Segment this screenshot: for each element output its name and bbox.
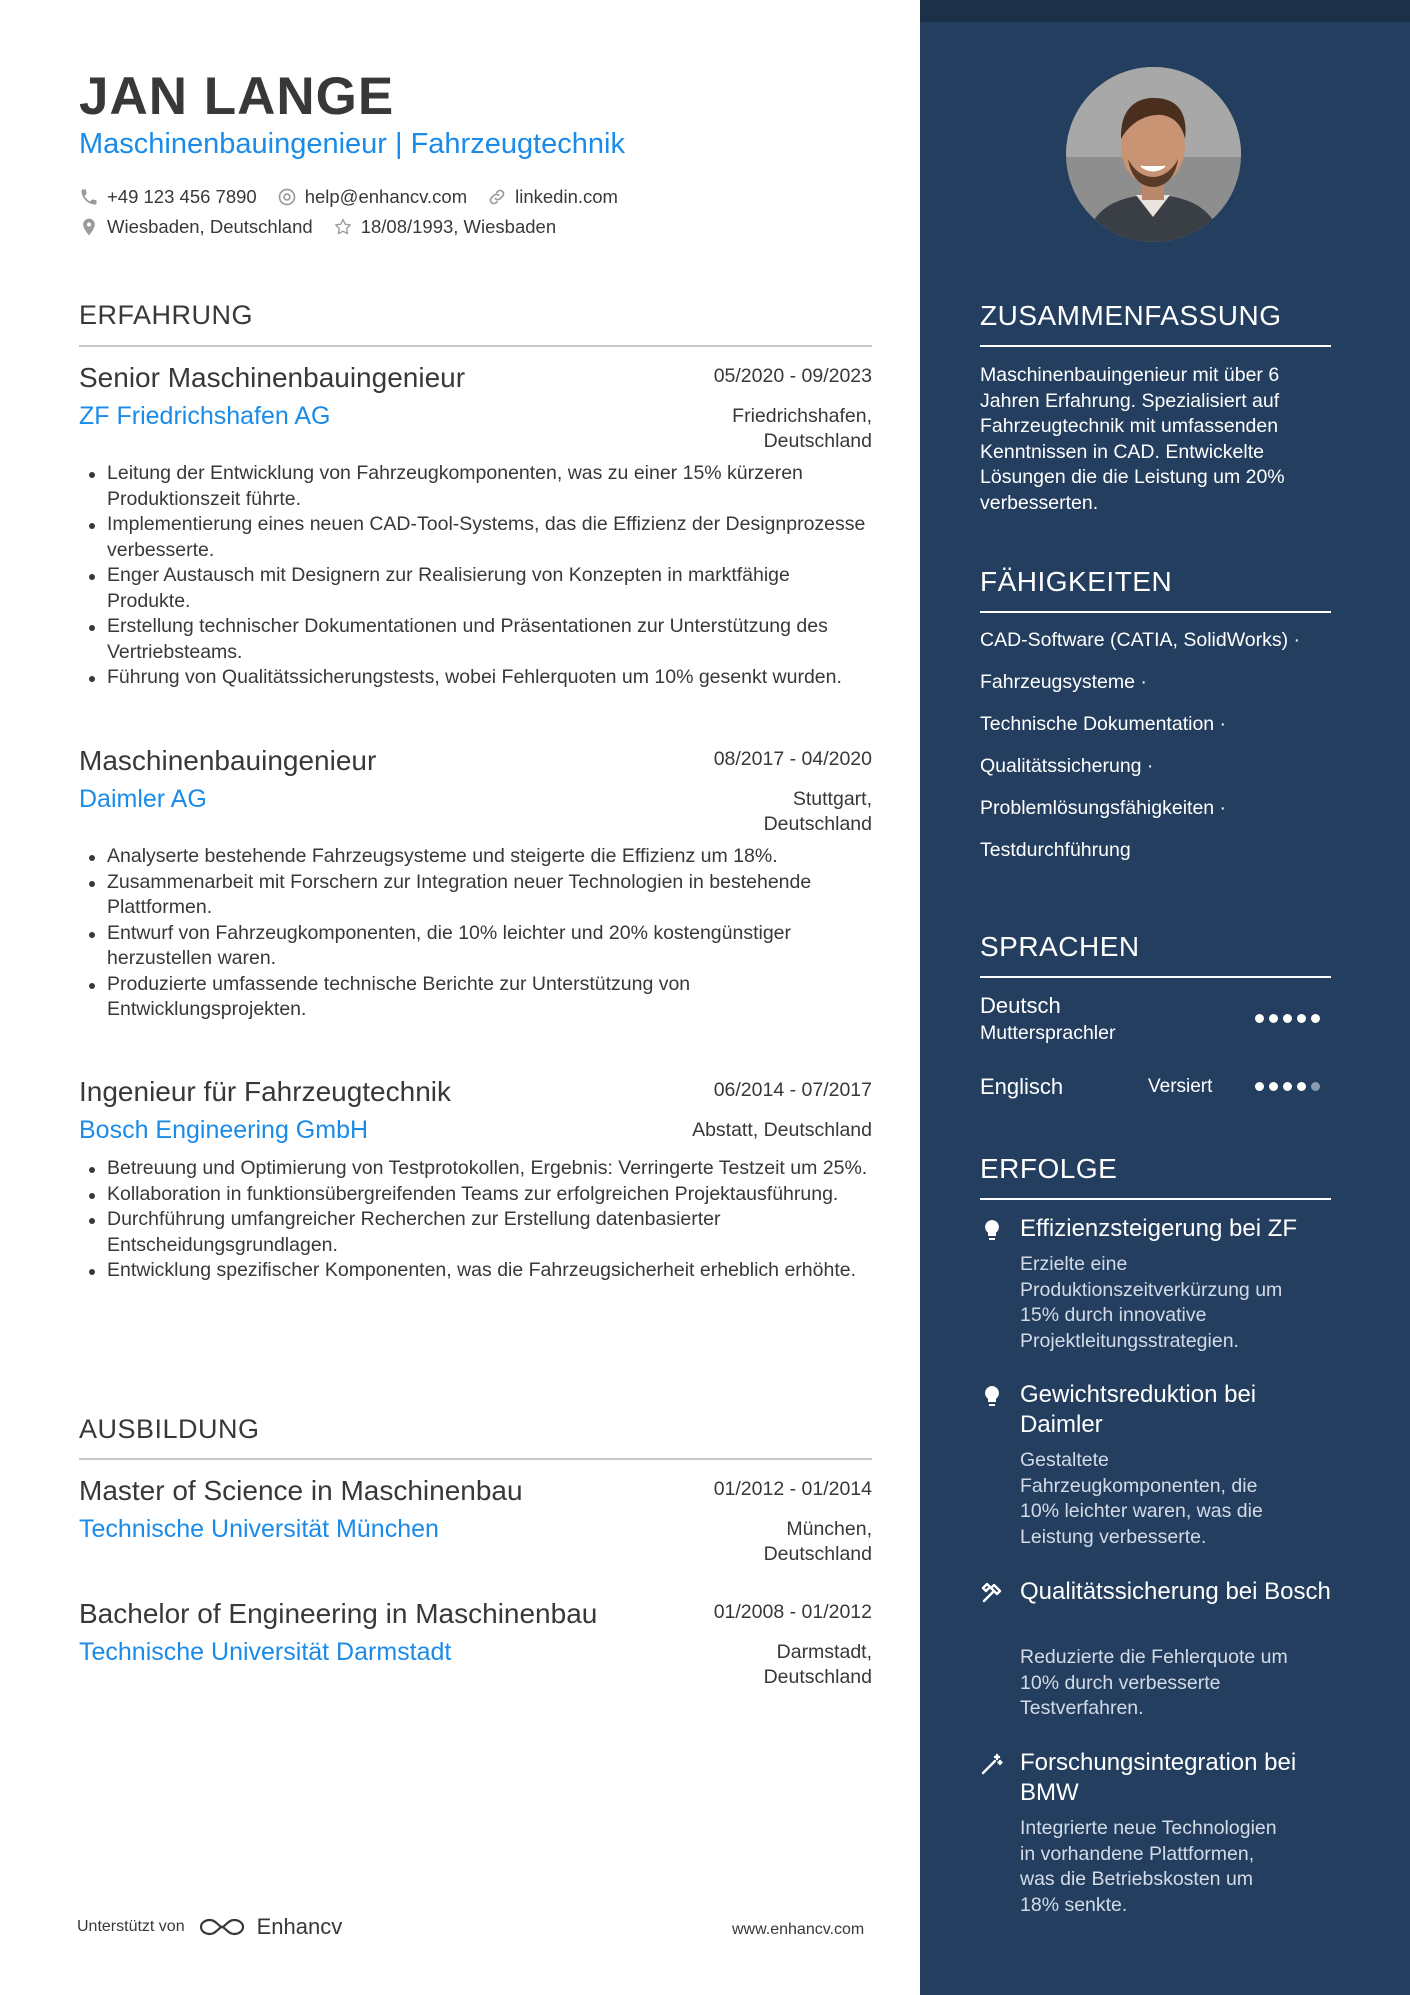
achievement-title: Qualitätssicherung bei Bosch <box>1020 1578 1331 1605</box>
language-rating <box>1250 1082 1320 1091</box>
job-location: Stuttgart, Deutschland <box>763 788 872 835</box>
candidate-name: JAN LANGE <box>79 67 395 126</box>
degree: Master of Science in Maschinenbau <box>79 1475 523 1506</box>
experience-section-title: ERFAHRUNG <box>79 300 254 330</box>
achievements-section-title: ERFOLGE <box>980 1153 1118 1184</box>
candidate-title: Maschinenbauingenieur | Fahrzeugtechnik <box>79 128 625 160</box>
list-item: Enger Austausch mit Designern zur Realisierung von Konzepten in marktfähige Produkte. <box>79 563 872 614</box>
education-section-title: AUSBILDUNG <box>79 1414 260 1444</box>
rating-dot <box>1283 1014 1292 1023</box>
skill-item: Technische Dokumentation · <box>980 713 1227 735</box>
education-date: 01/2008 - 01/2012 <box>713 1601 872 1623</box>
skill-item: Testdurchführung <box>980 839 1131 861</box>
job-date: 08/2017 - 04/2020 <box>713 748 872 770</box>
job-company: Daimler AG <box>79 785 207 813</box>
achievement-description: Integrierte neue Technologien in vorhandene Plattformen, was die Betriebskosten um 18% senkte. <box>1020 1817 1277 1916</box>
rating-dot <box>1283 1082 1292 1091</box>
star-icon <box>333 217 353 237</box>
list-item: Produzierte umfassende technische Berichte zur Unterstützung von Entwicklungsprojekten. <box>79 972 872 1023</box>
contact-info <box>79 182 638 242</box>
job-entry <box>79 362 872 688</box>
achievements-divider <box>980 1198 1331 1200</box>
job-location: Friedrichshafen, Deutschland <box>732 405 872 452</box>
contact-linkedin[interactable]: linkedin.com <box>487 186 618 208</box>
rating-dot <box>1269 1014 1278 1023</box>
magic-wand-icon <box>980 1752 1004 1776</box>
degree: Bachelor of Engineering in Maschinenbau <box>79 1598 598 1629</box>
job-entry <box>79 1076 872 1281</box>
contact-phone: +49 123 456 7890 <box>79 186 257 208</box>
skills-section-title: FÄHIGKEITEN <box>980 566 1173 597</box>
experience-divider <box>79 345 872 347</box>
job-role: Maschinenbauingenieur <box>79 745 377 776</box>
job-company: ZF Friedrichshafen AG <box>79 402 331 430</box>
education-date: 01/2012 - 01/2014 <box>713 1478 872 1500</box>
language-level: Muttersprachler <box>980 1022 1116 1044</box>
job-bullets <box>79 1156 872 1284</box>
summary-divider <box>980 345 1331 347</box>
skill-item: Fahrzeugsysteme · <box>980 671 1147 693</box>
languages-section-title: SPRACHEN <box>980 931 1140 962</box>
language-name: Englisch <box>980 1074 1064 1099</box>
list-item: Implementierung eines neuen CAD-Tool-Systems, das die Effizienz der Designprozesse verbesserte. <box>79 512 872 563</box>
footer-url[interactable]: www.enhancv.com <box>732 1921 865 1938</box>
languages-divider <box>980 976 1331 978</box>
at-sign-icon <box>277 187 297 207</box>
list-item: Kollaboration in funktionsübergreifenden Teams zur erfolgreichen Projektausführung. <box>79 1182 872 1208</box>
list-item: Entwurf von Fahrzeugkomponenten, die 10% leichter und 20% kostengünstiger herzustellen waren. <box>79 921 872 972</box>
education-location: München, Deutschland <box>763 1518 872 1565</box>
list-item: Leitung der Entwicklung von Fahrzeugkomponenten, was zu einer 15% kürzeren Produktionszeit führte. <box>79 461 872 512</box>
achievement-title: Gewichtsreduktion bei Daimler <box>1020 1381 1257 1438</box>
brand-name: Enhancv <box>256 1914 343 1939</box>
list-item: Betreuung und Optimierung von Testprotokollen, Ergebnis: Verringerte Testzeit um 25%. <box>79 1156 872 1182</box>
contact-email[interactable]: help@enhancv.com <box>277 186 467 208</box>
skill-item: CAD-Software (CATIA, SolidWorks) · <box>980 629 1300 651</box>
lightbulb-icon <box>980 1218 1004 1242</box>
language-name: Deutsch <box>980 993 1061 1018</box>
job-company: Bosch Engineering GmbH <box>79 1116 369 1144</box>
education-location: Darmstadt, Deutschland <box>763 1641 872 1688</box>
powered-by-label: Unterstützt von <box>77 1918 185 1935</box>
achievement-title: Forschungsintegration bei BMW <box>1020 1749 1297 1806</box>
avatar <box>1066 67 1241 242</box>
school: Technische Universität Darmstadt <box>79 1638 452 1666</box>
rating-dot <box>1297 1014 1306 1023</box>
achievement-description: Reduzierte die Fehlerquote um 10% durch verbesserte Testverfahren. <box>1020 1646 1288 1719</box>
job-entry <box>79 745 872 1020</box>
job-role: Ingenieur für Fahrzeugtechnik <box>79 1076 451 1107</box>
map-pin-icon <box>79 217 99 237</box>
education-divider <box>79 1458 872 1460</box>
rating-dot <box>1297 1082 1306 1091</box>
education-entry <box>79 1598 872 1688</box>
list-item: Erstellung technischer Dokumentationen und Präsentationen zur Unterstützung des Vertriebsteams. <box>79 614 872 665</box>
job-location: Abstatt, Deutschland <box>692 1119 872 1141</box>
lightbulb-icon <box>980 1384 1004 1408</box>
job-role: Senior Maschinenbauingenieur <box>79 362 466 393</box>
sidebar-top-bar <box>920 0 1410 22</box>
contact-location: Wiesbaden, Deutschland <box>79 216 313 238</box>
tools-icon <box>980 1581 1004 1605</box>
school: Technische Universität München <box>79 1515 439 1543</box>
list-item: Entwicklung spezifischer Komponenten, was die Fahrzeugsicherheit erheblich erhöhte. <box>79 1258 872 1284</box>
job-bullets <box>79 461 872 691</box>
language-level: Versiert <box>1148 1076 1213 1097</box>
achievement-description: Erzielte eine Produktionszeitverkürzung um 15% durch innovative Projektleitungsstrategien. <box>1020 1253 1283 1352</box>
profile-photo <box>1066 67 1241 242</box>
job-date: 06/2014 - 07/2017 <box>713 1079 872 1101</box>
phone-icon <box>79 187 99 207</box>
list-item: Durchführung umfangreicher Recherchen zur Erstellung datenbasierter Entscheidungsgrundlagen. <box>79 1207 872 1258</box>
link-icon <box>487 187 507 207</box>
list-item: Führung von Qualitätssicherungstests, wobei Fehlerquoten um 10% gesenkt wurden. <box>79 665 872 691</box>
skill-item: Qualitätssicherung · <box>980 755 1154 777</box>
rating-dot <box>1311 1014 1320 1023</box>
contact-birth: 18/08/1993, Wiesbaden <box>333 216 556 238</box>
skill-item: Problemlösungsfähigkeiten · <box>980 797 1227 819</box>
job-date: 05/2020 - 09/2023 <box>713 365 872 387</box>
list-item: Zusammenarbeit mit Forschern zur Integration neuer Technologien in bestehende Plattformen. <box>79 870 872 921</box>
rating-dot <box>1255 1014 1264 1023</box>
list-item: Analyserte bestehende Fahrzeugsysteme und steigerte die Effizienz um 18%. <box>79 844 872 870</box>
rating-dot <box>1269 1082 1278 1091</box>
skills-divider <box>980 611 1331 613</box>
footer-branding <box>77 1914 342 1940</box>
language-rating <box>1250 1014 1320 1023</box>
rating-dot <box>1255 1082 1264 1091</box>
enhancv-logo-icon <box>197 1914 247 1940</box>
summary-text: Maschinenbauingenieur mit über 6 Jahren Erfahrung. Spezialisiert auf Fahrzeugtechnik mit umfassenden Kenntnissen in CAD. Entwickelte Lösungen die die Leistung um 20% verbesserten. <box>980 364 1285 514</box>
education-entry <box>79 1475 872 1565</box>
summary-section-title: ZUSAMMENFASSUNG <box>980 300 1282 331</box>
rating-dot-empty <box>1311 1082 1320 1091</box>
achievement-title: Effizienzsteigerung bei ZF <box>1020 1215 1298 1242</box>
achievement-description: Gestaltete Fahrzeugkomponenten, die 10% leichter waren, was die Leistung verbesserte. <box>1020 1449 1263 1548</box>
job-bullets <box>79 844 872 1023</box>
